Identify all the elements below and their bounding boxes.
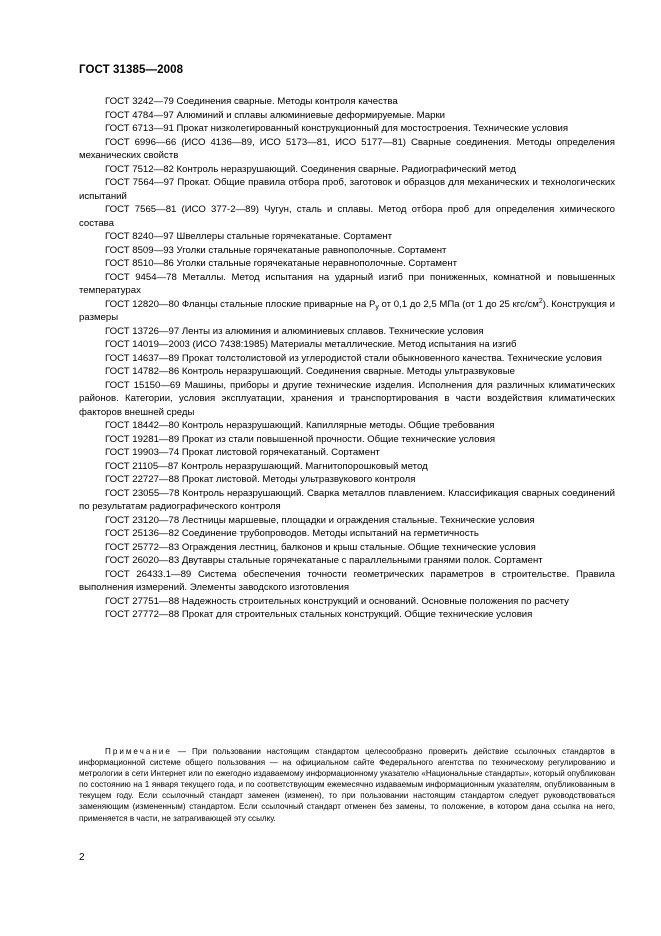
- reference-item: ГОСТ 14637—89 Прокат толстолистовой из углеродистой стали обыкновенного качества. Технические условия: [105, 352, 602, 364]
- reference-item-flanges: [79, 298, 615, 325]
- reference-item: ГОСТ 6996—66 (ИСО 4136—89, ИСО 5173—81, ИСО 5177—81) Сварные соединения. Методы определения механических свойств: [79, 136, 615, 161]
- flange-ref-tail: ). Конструкция и размеры: [79, 298, 616, 323]
- reference-item: ГОСТ 7564—97 Прокат. Общие правила отбора проб, заготовок и образцов для механических и технологических испытаний: [79, 177, 615, 202]
- reference-item: ГОСТ 8240—97 Швеллеры стальные горячекатаные. Сортамент: [105, 231, 392, 242]
- reference-item: ГОСТ 13726—97 Ленты из алюминия и алюминиевых сплавов. Технические условия: [105, 325, 484, 337]
- reference-item: ГОСТ 8510—86 Уголки стальные горячекатаные неравнополочные. Сортамент: [105, 258, 458, 269]
- unit-superscript: 2: [538, 297, 543, 305]
- reference-item: ГОСТ 18442—80 Контроль неразрушающий. Капиллярные методы. Общие требования: [105, 420, 495, 431]
- reference-item: ГОСТ 26020—83 Двутавры стальные горячекатаные с параллельными гранями полок. Сортамент: [105, 555, 543, 566]
- pressure-subscript: у: [375, 303, 379, 311]
- reference-item: ГОСТ 4784—97 Алюминий и сплавы алюминиевые деформируемые. Марки: [105, 109, 446, 121]
- reference-item: ГОСТ 25772—83 Ограждения лестниц, балконов и крыш стальные. Общие технические условия: [105, 541, 536, 553]
- reference-item: ГОСТ 21105—87 Контроль неразрушающий. Магнитопорошковый метод: [105, 460, 428, 472]
- page-number: 2: [79, 852, 85, 863]
- reference-item: ГОСТ 6713—91 Прокат низколегированный конструкционный для мостостроения. Технические условия: [105, 123, 569, 134]
- note-paragraph: [79, 746, 615, 824]
- note-text: — При пользовании настоящим стандартом целесообразно проверить действие ссылочных стандартов в информационной системе общего пользования — на официальном сайте Федерального агентства по техническому регулированию и метрологии в сети Интернет или по ежегодно издаваемому информационному указателю «Национальные стандарты», который опубликован по состоянию на 1 января текущего года, и по соответствующим ежемесячно издаваемым информационным указателям, опубликованным в текущем году. Если ссылочный стандарт заменен (изменен), то при пользовании настоящим стандартом следует руководствоваться заменяющим (измененным) стандартом. Если ссылочный стандарт отменен без замены, то положение, в котором дана ссылка на него, применяется в части, не затрагивающей эту ссылку.: [79, 747, 615, 823]
- reference-item: ГОСТ 3242—79 Соединения сварные. Методы контроля качества: [105, 96, 398, 107]
- note-label: Примечание: [105, 747, 172, 756]
- reference-item: ГОСТ 26433.1—89 Система обеспечения точности геометрических параметров в строительстве. Правила выполнения измерений. Элементы заводского изготовления: [79, 568, 615, 593]
- reference-item: ГОСТ 14019—2003 (ИСО 7438:1985) Материалы металлические. Метод испытания на изгиб: [105, 339, 517, 350]
- reference-item: ГОСТ 27751—88 Надежность строительных конструкций и оснований. Основные положения по расчету: [105, 595, 569, 607]
- reference-item: ГОСТ 22727—88 Прокат листовой. Методы ультразвукового контроля: [105, 474, 416, 485]
- references-list: [79, 95, 615, 622]
- reference-item: ГОСТ 23055—78 Контроль неразрушающий. Сварка металлов плавлением. Классификация сварных соединений по результатам радиографического контроля: [79, 487, 615, 512]
- reference-item: ГОСТ 9454—78 Металлы. Метод испытания на ударный изгиб при пониженных, комнатной и повышенных температурах: [79, 271, 615, 296]
- reference-item: ГОСТ 7565—81 (ИСО 377-2—89) Чугун, сталь и сплавы. Метод отбора проб для определения химического состава: [79, 204, 615, 229]
- flange-ref-middle: от 0,1 до 2,5 МПа (от 1 до 25 кгс/см: [378, 298, 539, 310]
- reference-item: ГОСТ 25136—82 Соединение трубопроводов. Методы испытаний на герметичность: [105, 528, 479, 539]
- reference-item: ГОСТ 8509—93 Уголки стальные горячекатаные равнополочные. Сортамент: [105, 244, 447, 256]
- page-header: ГОСТ 31385—2008: [79, 64, 184, 76]
- reference-item: ГОСТ 7512—82 Контроль неразрушающий. Соединения сварные. Радиографический метод: [105, 163, 516, 175]
- reference-item: ГОСТ 19281—89 Прокат из стали повышенной прочности. Общие технические условия: [105, 433, 496, 445]
- reference-item: ГОСТ 23120—78 Лестницы маршевые, площадки и ограждения стальные. Технические условия: [105, 514, 535, 526]
- flange-ref-text: ГОСТ 12820—80 Фланцы стальные плоские приварные на P: [105, 298, 376, 310]
- reference-item: ГОСТ 19903—74 Прокат листовой горячекатаный. Сортамент: [105, 447, 380, 458]
- reference-item: ГОСТ 14782—86 Контроль неразрушающий. Соединения сварные. Методы ультразвуковые: [105, 366, 515, 377]
- reference-item: ГОСТ 15150—69 Машины, приборы и другие технические изделия. Исполнения для различных климатических районов. Категории, условия эксплуатации, хранения и транспортирования в части воздействия климатических факторов внешней среды: [79, 379, 615, 418]
- reference-item: ГОСТ 27772—88 Прокат для строительных стальных конструкций. Общие технические условия: [105, 609, 533, 620]
